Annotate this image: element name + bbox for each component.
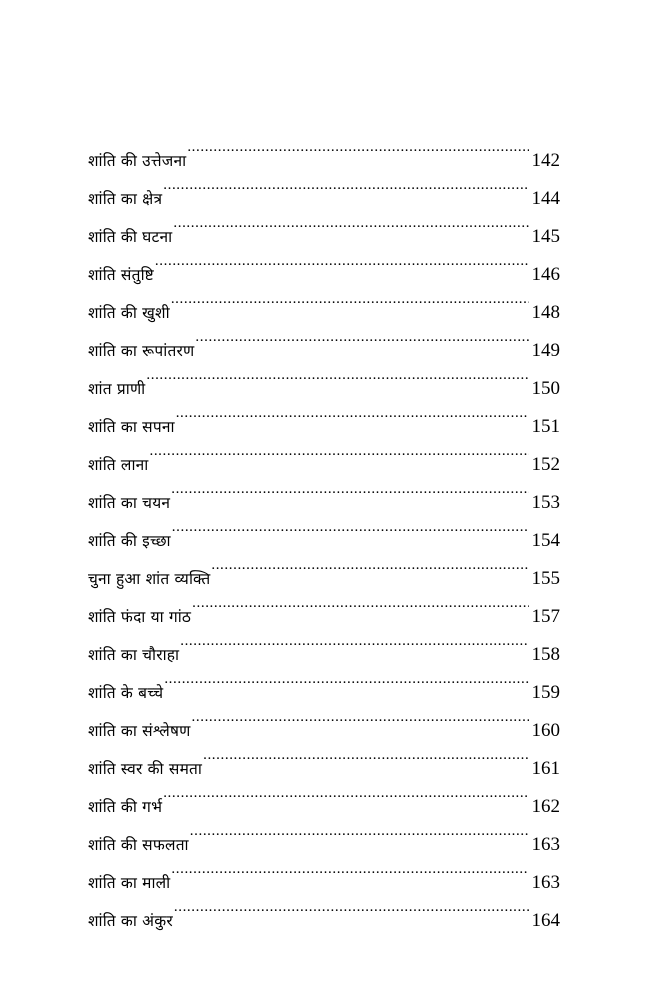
toc-dot-leader (187, 128, 529, 166)
toc-dot-leader (164, 660, 529, 698)
toc-dot-leader (211, 546, 529, 584)
toc-entry-title: शांति की घटना (88, 228, 173, 246)
toc-entry-title: शांति का चयन (88, 494, 171, 512)
toc-dot-leader (174, 888, 529, 926)
toc-entry-title: शांति की सफलता (88, 836, 189, 854)
toc-entry[interactable] (88, 128, 560, 171)
toc-page-number: 146 (531, 264, 560, 285)
toc-page-number: 154 (531, 530, 560, 551)
toc-entry[interactable] (88, 394, 560, 437)
toc-page-number: 160 (531, 720, 560, 741)
toc-entry-title: शांति संतुष्टि (88, 266, 154, 284)
toc-dot-leader (173, 204, 529, 242)
toc-page-number: 163 (531, 834, 560, 855)
toc-page-number: 155 (531, 568, 560, 589)
toc-page-number: 159 (531, 682, 560, 703)
toc-entry-title: शांति का माली (88, 874, 171, 892)
toc-entry[interactable] (88, 280, 560, 323)
toc-entry[interactable] (88, 242, 560, 285)
toc-entry-title: शांति का सपना (88, 418, 175, 436)
toc-entry-title: शांति का अंकुर (88, 912, 173, 930)
toc-page-number: 149 (531, 340, 560, 361)
toc-page-number: 161 (531, 758, 560, 779)
toc-dot-leader (190, 812, 529, 850)
toc-entry-title: शांति का संश्लेषण (88, 722, 191, 740)
toc-page-number: 157 (531, 606, 560, 627)
toc-dot-leader (172, 508, 529, 546)
toc-entry-title: शांति का चौराहा (88, 646, 180, 664)
toc-entry-title: शांति के बच्चे (88, 684, 164, 702)
toc-dot-leader (195, 318, 529, 356)
toc-dot-leader (192, 584, 529, 622)
table-of-contents (88, 128, 560, 931)
toc-page-number: 163 (531, 872, 560, 893)
toc-entry[interactable] (88, 356, 560, 399)
toc-entry[interactable] (88, 470, 560, 513)
toc-dot-leader (146, 356, 529, 394)
toc-entry-title: चुना हुआ शांत व्यक्ति (88, 570, 211, 588)
toc-entry-title: शांति की गर्भ (88, 798, 163, 816)
toc-page-number: 152 (531, 454, 560, 475)
toc-entry-title: शांति लाना (88, 456, 149, 474)
toc-dot-leader (171, 850, 529, 888)
toc-page-number: 148 (531, 302, 560, 323)
toc-entry-title: शांति फंदा या गांठ (88, 608, 192, 626)
toc-entry-title: शांति स्वर की समता (88, 760, 203, 778)
toc-page-number: 153 (531, 492, 560, 513)
toc-entry-title: शांति की खुशी (88, 304, 170, 322)
toc-entry-title: शांति का क्षेत्र (88, 190, 163, 208)
toc-page-number: 144 (531, 188, 560, 209)
toc-dot-leader (171, 280, 529, 318)
toc-dot-leader (149, 432, 529, 470)
toc-dot-leader (155, 242, 529, 280)
toc-dot-leader (203, 736, 529, 774)
toc-entry-title: शांति की उत्तेजना (88, 152, 187, 170)
toc-page-number: 162 (531, 796, 560, 817)
toc-page-number: 142 (531, 150, 560, 171)
toc-dot-leader (192, 698, 529, 736)
toc-dot-leader (163, 166, 529, 204)
toc-entry-title: शांति का रूपांतरण (88, 342, 195, 360)
toc-dot-leader (180, 622, 529, 660)
toc-dot-leader (163, 774, 529, 812)
toc-dot-leader (176, 394, 529, 432)
toc-page-number: 151 (531, 416, 560, 437)
toc-entry-title: शांति की इच्छा (88, 532, 171, 550)
toc-page-number: 150 (531, 378, 560, 399)
toc-entry-title: शांत प्राणी (88, 380, 146, 398)
toc-page-number: 164 (531, 910, 560, 931)
toc-page-number: 145 (531, 226, 560, 247)
toc-dot-leader (171, 470, 529, 508)
toc-page-number: 158 (531, 644, 560, 665)
toc-entry[interactable] (88, 432, 560, 475)
